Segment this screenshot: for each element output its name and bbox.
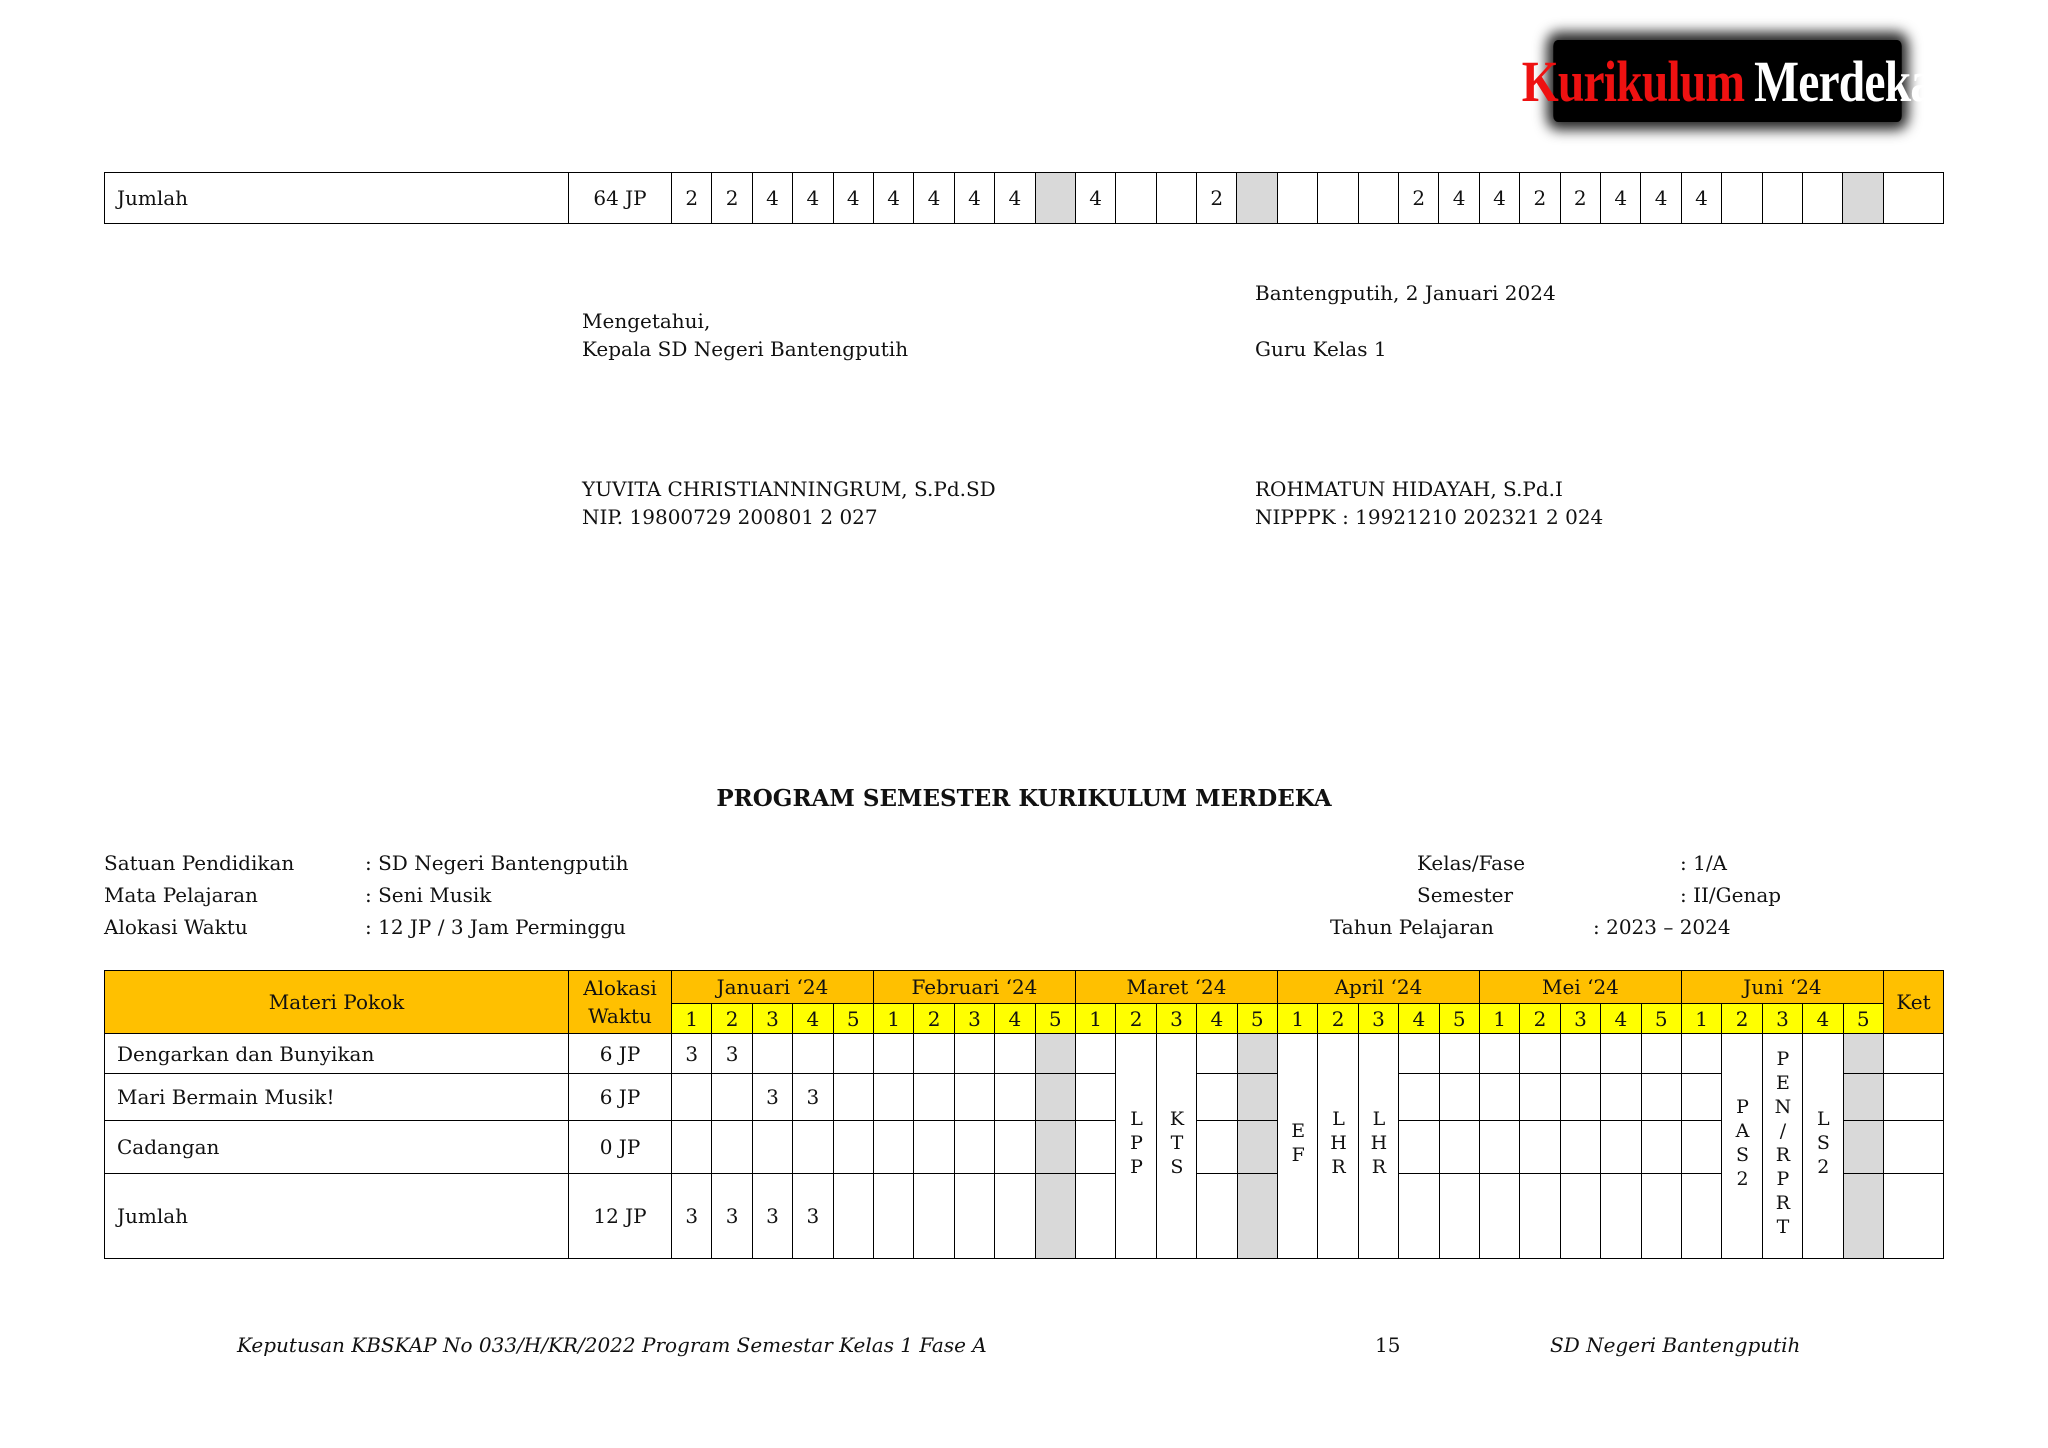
week-cell [1560, 1174, 1600, 1259]
week-cell [1237, 1121, 1277, 1174]
week-cell [1479, 1174, 1519, 1259]
week-cell [873, 1174, 913, 1259]
week-cell [1681, 1034, 1721, 1074]
header-week-number: 2 [1520, 1004, 1560, 1034]
week-cell: 4 [914, 173, 954, 224]
week-cell [995, 1034, 1035, 1074]
week-cell [1197, 1034, 1237, 1074]
week-cell [1843, 173, 1883, 224]
week-cell: 3 [712, 1034, 752, 1074]
header-week-number: 1 [1479, 1004, 1519, 1034]
info-label: Mata Pelajaran [104, 883, 258, 907]
event-label: PEN/RPRT [1771, 1047, 1794, 1240]
week-cell [914, 1034, 954, 1074]
info-value: : 1/A [1680, 851, 1728, 875]
table-row [105, 1121, 1944, 1174]
week-cell [1197, 1174, 1237, 1259]
week-cell [1237, 1034, 1277, 1074]
materi-cell: Jumlah [105, 1174, 569, 1259]
week-cell: 3 [672, 1034, 712, 1074]
week-cell [1802, 173, 1842, 224]
event-cell [1803, 1034, 1843, 1259]
week-cell [1237, 173, 1277, 224]
teacher-role: Guru Kelas 1 [1255, 337, 1387, 361]
header-week-number: 4 [1601, 1004, 1641, 1034]
week-cell [1197, 1074, 1237, 1121]
header-week-number: 3 [1358, 1004, 1398, 1034]
week-cell [914, 1121, 954, 1174]
week-cell [1560, 1034, 1600, 1074]
week-cell [712, 1121, 752, 1174]
event-label: PAS2 [1731, 1095, 1754, 1192]
event-label: LPP [1125, 1107, 1148, 1180]
header-week-number: 4 [793, 1004, 833, 1034]
week-cell [995, 1121, 1035, 1174]
week-cell: 3 [752, 1174, 792, 1259]
week-cell: 4 [833, 173, 873, 224]
header-ket: Ket [1883, 971, 1943, 1034]
week-cell [793, 1121, 833, 1174]
header-week-number: 4 [1399, 1004, 1439, 1034]
week-cell: 4 [873, 173, 913, 224]
event-label: EF [1287, 1119, 1310, 1168]
week-cell: 4 [1075, 173, 1115, 224]
ket-cell [1883, 1174, 1943, 1259]
table-row [105, 1174, 1944, 1259]
header-week-number: 2 [1318, 1004, 1358, 1034]
info-label: Alokasi Waktu [104, 915, 248, 939]
week-cell [1439, 1121, 1479, 1174]
week-cell [1681, 1174, 1721, 1259]
table-row [105, 1074, 1944, 1121]
week-cell [1479, 1034, 1519, 1074]
ket-cell [1883, 1121, 1943, 1174]
place-date: Bantengputih, 2 Januari 2024 [1255, 281, 1556, 305]
week-cell [1035, 1121, 1075, 1174]
header-week-number: 1 [1075, 1004, 1115, 1034]
header-month: Mei ‘24 [1479, 971, 1681, 1004]
header-week-number: 3 [1156, 1004, 1196, 1034]
week-cell [1641, 1034, 1681, 1074]
week-cell [1277, 173, 1317, 224]
week-cell [1035, 173, 1075, 224]
week-cell: 4 [752, 173, 792, 224]
header-week-number: 4 [1197, 1004, 1237, 1034]
header-month: April ‘24 [1277, 971, 1479, 1004]
info-label: Kelas/Fase [1417, 851, 1526, 875]
principal-nip: NIP. 19800729 200801 2 027 [582, 505, 878, 529]
header-week-number: 5 [1641, 1004, 1681, 1034]
week-cell [1681, 1074, 1721, 1121]
week-cell [1843, 1074, 1883, 1121]
footer-left: Keputusan KBSKAP No 033/H/KR/2022 Program Semestar Kelas 1 Fase A [237, 1333, 987, 1357]
week-cell [1843, 1174, 1883, 1259]
week-cell [1641, 1074, 1681, 1121]
week-cell: 3 [752, 1074, 792, 1121]
header-row-months [105, 971, 1944, 1004]
week-cell [1035, 1074, 1075, 1121]
materi-cell: Mari Bermain Musik! [105, 1074, 569, 1121]
header-alokasi: Alokasi Waktu [569, 971, 672, 1034]
week-cell [873, 1074, 913, 1121]
principal-name: YUVITA CHRISTIANNINGRUM, S.Pd.SD [582, 477, 996, 501]
week-cell [1439, 1034, 1479, 1074]
ket-cell [1883, 173, 1943, 224]
alokasi-cell: 12 JP [569, 1174, 672, 1259]
week-cell [1439, 1174, 1479, 1259]
event-cell [1277, 1034, 1317, 1259]
week-cell [873, 1121, 913, 1174]
week-cell [1681, 1121, 1721, 1174]
header-week-number: 5 [1035, 1004, 1075, 1034]
week-cell: 2 [1520, 173, 1560, 224]
week-cell: 4 [1439, 173, 1479, 224]
document-title: PROGRAM SEMESTER KURIKULUM MERDEKA [716, 785, 1332, 812]
week-cell [1843, 1121, 1883, 1174]
week-cell [793, 1034, 833, 1074]
week-cell: 4 [1641, 173, 1681, 224]
week-cell [1116, 173, 1156, 224]
week-cell [1075, 1174, 1115, 1259]
week-cell [1722, 173, 1762, 224]
week-cell [954, 1074, 994, 1121]
week-cell [1601, 1034, 1641, 1074]
row-label: Jumlah [105, 173, 569, 224]
header-month: Juni ‘24 [1681, 971, 1883, 1004]
event-label: LHR [1367, 1107, 1390, 1180]
week-cell [1237, 1074, 1277, 1121]
header-week-number: 5 [1439, 1004, 1479, 1034]
header-week-number: 1 [1277, 1004, 1317, 1034]
week-cell [752, 1034, 792, 1074]
week-cell [833, 1074, 873, 1121]
week-cell [1035, 1034, 1075, 1074]
week-cell: 4 [1479, 173, 1519, 224]
program-semester-table [104, 970, 1944, 1259]
header-week-number: 1 [672, 1004, 712, 1034]
teacher-name: ROHMATUN HIDAYAH, S.Pd.I [1255, 477, 1563, 501]
alokasi-cell: 6 JP [569, 1074, 672, 1121]
info-label: Satuan Pendidikan [104, 851, 295, 875]
week-cell [1197, 1121, 1237, 1174]
ket-cell [1883, 1074, 1943, 1121]
logo-text-red: Kurikulum [1521, 48, 1745, 114]
week-cell [1156, 173, 1196, 224]
header-week-number: 3 [1762, 1004, 1802, 1034]
table-row [105, 1034, 1944, 1074]
week-cell [1560, 1074, 1600, 1121]
page-number: 15 [1375, 1333, 1401, 1357]
acknowledged-label: Mengetahui, [582, 309, 711, 333]
week-cell [1762, 173, 1802, 224]
week-cell [833, 1121, 873, 1174]
header-week-number: 4 [1803, 1004, 1843, 1034]
week-cell [1035, 1174, 1075, 1259]
info-value: : 2023 – 2024 [1593, 915, 1731, 939]
week-cell [1601, 1121, 1641, 1174]
week-cell: 2 [1399, 173, 1439, 224]
kurikulum-merdeka-logo [1521, 40, 1934, 122]
week-cell [1075, 1121, 1115, 1174]
header-month: Maret ‘24 [1075, 971, 1277, 1004]
header-month: Februari ‘24 [873, 971, 1075, 1004]
event-label: LHR [1327, 1107, 1350, 1180]
footer-right: SD Negeri Bantengputih [1550, 1333, 1801, 1357]
week-cell [914, 1174, 954, 1259]
week-cell [1399, 1174, 1439, 1259]
header-week-number: 1 [873, 1004, 913, 1034]
header-week-number: 5 [833, 1004, 873, 1034]
week-cell: 3 [793, 1174, 833, 1259]
week-cell [1641, 1174, 1681, 1259]
week-cell: 3 [793, 1074, 833, 1121]
week-cell [954, 1174, 994, 1259]
week-cell [1601, 1174, 1641, 1259]
week-cell: 3 [672, 1174, 712, 1259]
header-materi: Materi Pokok [105, 971, 569, 1034]
week-cell [873, 1034, 913, 1074]
week-cell [995, 1074, 1035, 1121]
week-cell: 4 [793, 173, 833, 224]
info-value: : SD Negeri Bantengputih [365, 851, 629, 875]
week-cell [1318, 173, 1358, 224]
week-cell: 2 [1197, 173, 1237, 224]
week-cell [1399, 1074, 1439, 1121]
header-week-number: 4 [995, 1004, 1035, 1034]
header-week-number: 3 [1560, 1004, 1600, 1034]
materi-cell: Cadangan [105, 1121, 569, 1174]
week-cell [1601, 1074, 1641, 1121]
week-cell [1075, 1074, 1115, 1121]
teacher-nip: NIPPPK : 19921210 202321 2 024 [1255, 505, 1604, 529]
header-week-number: 1 [1681, 1004, 1721, 1034]
header-week-number: 2 [712, 1004, 752, 1034]
week-cell: 4 [1681, 173, 1721, 224]
event-label: LS2 [1812, 1107, 1835, 1180]
week-cell [914, 1074, 954, 1121]
table-row [105, 173, 1944, 224]
event-cell [1722, 1034, 1762, 1259]
week-cell [1520, 1174, 1560, 1259]
week-cell: 2 [712, 173, 752, 224]
ket-cell [1883, 1034, 1943, 1074]
header-week-number: 5 [1237, 1004, 1277, 1034]
header-week-number: 2 [1722, 1004, 1762, 1034]
info-value: : Seni Musik [365, 883, 492, 907]
info-label: Semester [1417, 883, 1514, 907]
week-cell [995, 1174, 1035, 1259]
info-value: : II/Genap [1680, 883, 1782, 907]
logo-text-white: Merdeka [1754, 48, 1934, 114]
week-cell: 3 [712, 1174, 752, 1259]
week-cell [1399, 1034, 1439, 1074]
header-week-number: 5 [1843, 1004, 1883, 1034]
week-cell [1237, 1174, 1277, 1259]
week-cell: 4 [954, 173, 994, 224]
info-value: : 12 JP / 3 Jam Perminggu [365, 915, 626, 939]
header-week-number: 3 [954, 1004, 994, 1034]
week-cell [833, 1174, 873, 1259]
info-label: Tahun Pelajaran [1330, 915, 1494, 939]
week-cell [672, 1074, 712, 1121]
week-cell [1399, 1121, 1439, 1174]
materi-cell: Dengarkan dan Bunyikan [105, 1034, 569, 1074]
week-cell [954, 1121, 994, 1174]
week-cell [1560, 1121, 1600, 1174]
header-month: Januari ‘24 [672, 971, 874, 1004]
week-cell [672, 1121, 712, 1174]
week-cell [954, 1034, 994, 1074]
event-cell [1318, 1034, 1358, 1259]
event-label: KTS [1165, 1107, 1188, 1180]
week-cell [752, 1121, 792, 1174]
week-cell [1843, 1034, 1883, 1074]
week-cell [1520, 1121, 1560, 1174]
week-cell [833, 1034, 873, 1074]
week-cell [1479, 1074, 1519, 1121]
week-cell [712, 1074, 752, 1121]
week-cell: 2 [672, 173, 712, 224]
header-week-number: 2 [1116, 1004, 1156, 1034]
week-cell: 4 [1600, 173, 1640, 224]
alokasi-cell: 64 JP [569, 173, 672, 224]
event-cell [1156, 1034, 1196, 1259]
alokasi-cell: 6 JP [569, 1034, 672, 1074]
event-cell [1762, 1034, 1802, 1259]
alokasi-cell: 0 JP [569, 1121, 672, 1174]
event-cell [1358, 1034, 1398, 1259]
principal-role: Kepala SD Negeri Bantengputih [582, 337, 909, 361]
header-week-number: 2 [914, 1004, 954, 1034]
week-cell [1479, 1121, 1519, 1174]
week-cell [1641, 1121, 1681, 1174]
header-week-number: 3 [752, 1004, 792, 1034]
event-cell [1116, 1034, 1156, 1259]
week-cell [1439, 1074, 1479, 1121]
week-cell [1075, 1034, 1115, 1074]
previous-total-table [104, 172, 1944, 224]
week-cell: 4 [995, 173, 1035, 224]
week-cell [1358, 173, 1398, 224]
week-cell: 2 [1560, 173, 1600, 224]
week-cell [1520, 1034, 1560, 1074]
week-cell [1520, 1074, 1560, 1121]
